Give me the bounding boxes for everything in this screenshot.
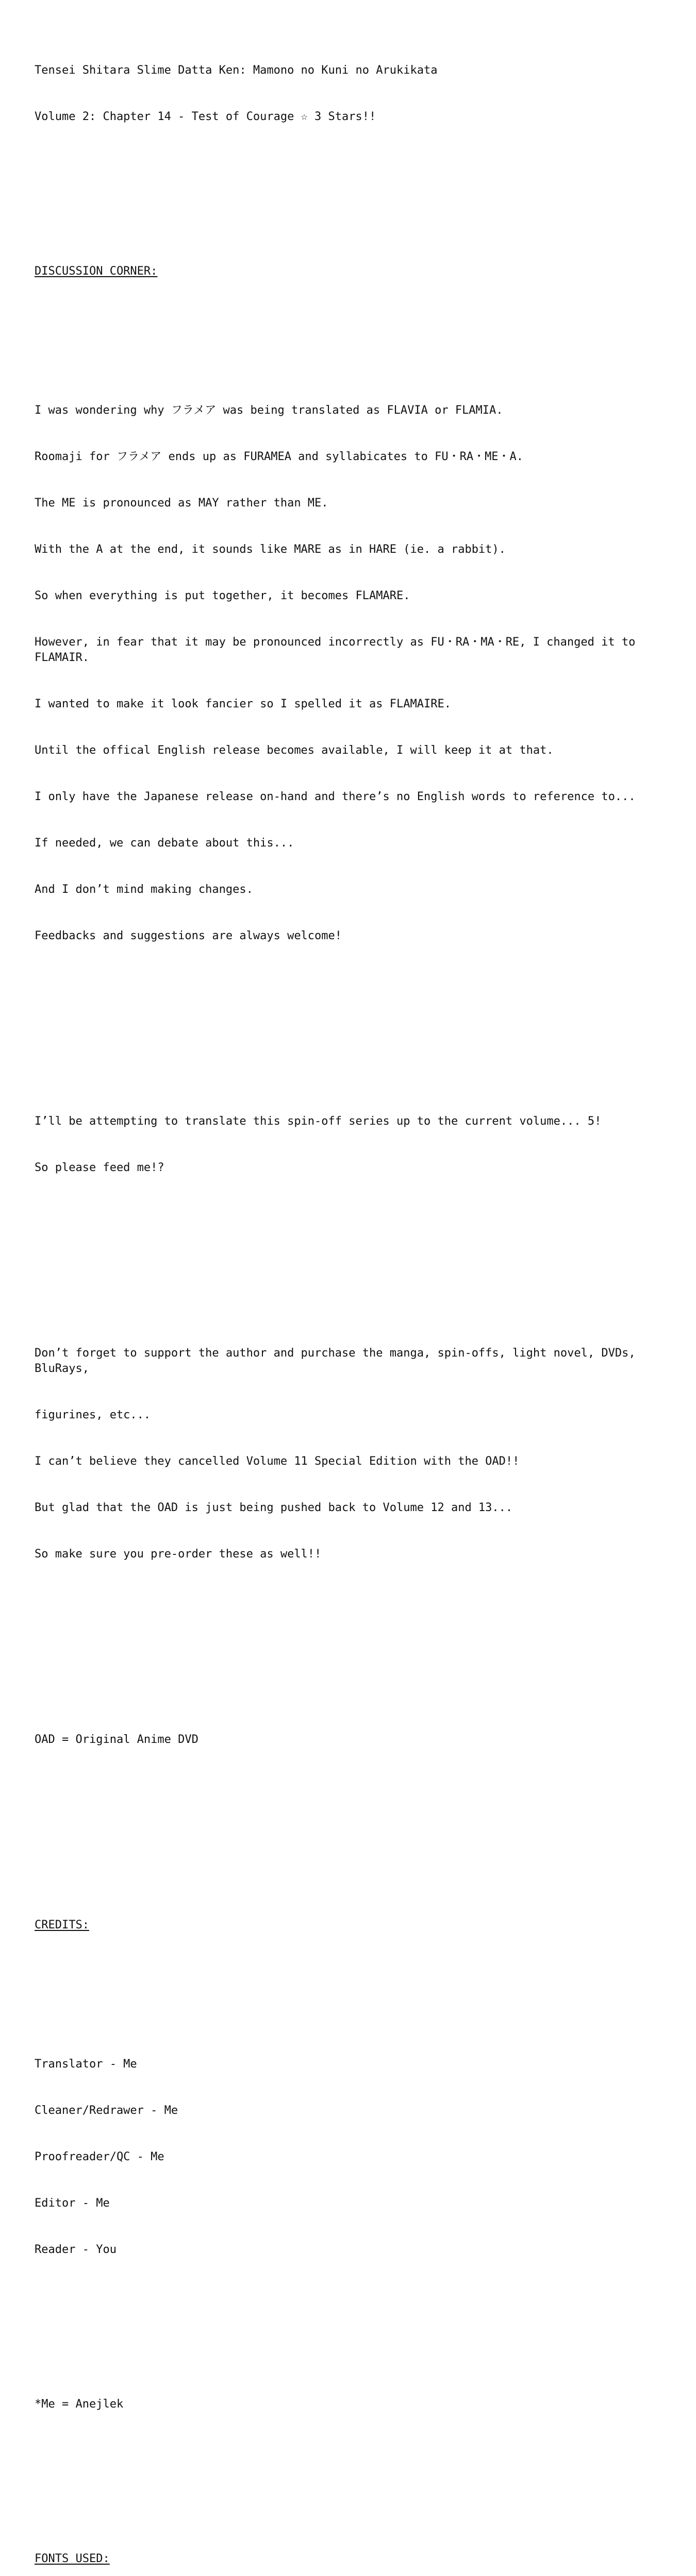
discussion-paragraph-2 [35,1083,684,1207]
credits-heading: CREDITS: [35,1919,89,1931]
text-line: And I don’t mind making changes. [35,883,253,896]
credit-item: Editor - Me [35,2197,110,2210]
credits-list [35,2026,684,2289]
section-spacer [35,2459,684,2505]
paragraph-spacer [35,1639,684,1655]
discussion-paragraph-1 [35,372,684,975]
text-line: With the A at the end, it sounds like MARE as in HARE (ie. a rabbit). [35,543,506,556]
text-line: Roomaji for フラメア ends up as FURAMEA and syllabicates to FU・RA・ME・A. [35,450,524,463]
text-line: But glad that the OAD is just being pushed back to Volume 12 and 13... [35,1501,513,1514]
credit-item: Reader - You [35,2243,117,2256]
section-spacer [35,310,684,326]
text-line: So please feed me!? [35,1161,164,1174]
text-line: Until the offical English release becomes available, I will keep it at that. [35,744,554,757]
paragraph-spacer [35,1253,684,1268]
text-line: I only have the Japanese release on-hand and there’s no English words to reference to... [35,790,636,803]
text-line: Feedbacks and suggestions are always welcome! [35,929,342,942]
credit-item: Cleaner/Redrawer - Me [35,2104,178,2117]
discussion-paragraph-3 [35,1315,684,1593]
credits-note: *Me = Anejlek [35,2398,124,2411]
document-title-line-2: Volume 2: Chapter 14 - Test of Courage ☆ 3 Stars!! [35,110,376,123]
credit-item: Proofreader/QC - Me [35,2150,164,2163]
fonts-used-heading: FONTS USED: [35,2552,110,2565]
text-line: If needed, we can debate about this... [35,837,294,850]
text-line: Don’t forget to support the author and purchase the manga, spin-offs, light novel, DVDs, BluRays, [35,1347,642,1375]
section-spacer [35,1825,684,1871]
document-page [35,32,684,2576]
text-line: OAD = Original Anime DVD [35,1733,198,1746]
section-spacer [35,1964,684,1979]
discussion-paragraph-4 [35,1701,684,1778]
section-spacer [35,171,684,217]
text-line: I’ll be attempting to translate this spin-off series up to the current volume... 5! [35,1115,602,1128]
paragraph-spacer [35,1021,684,1037]
discussion-heading: DISCUSSION CORNER: [35,265,158,278]
document-title-line-1: Tensei Shitara Slime Datta Ken: Mamono no Kuni no Arukikata [35,64,438,77]
text-line: However, in fear that it may be pronounced incorrectly as FU・RA・MA・RE, I changed it to FLAMAIR. [35,636,642,664]
text-line: I wanted to make it look fancier so I spelled it as FLAMAIRE. [35,698,451,710]
text-line: figurines, etc... [35,1409,151,1421]
text-line: The ME is pronounced as MAY rather than ME. [35,497,328,510]
text-line: So make sure you pre-order these as well!! [35,1548,322,1561]
paragraph-spacer [35,2335,684,2350]
text-line: So when everything is put together, it becomes FLAMARE. [35,589,410,602]
text-line: I was wondering why フラメア was being translated as FLAVIA or FLAMIA. [35,404,503,417]
credit-item: Translator - Me [35,2058,137,2071]
text-line: I can’t believe they cancelled Volume 11 Special Edition with the OAD!! [35,1455,520,1468]
